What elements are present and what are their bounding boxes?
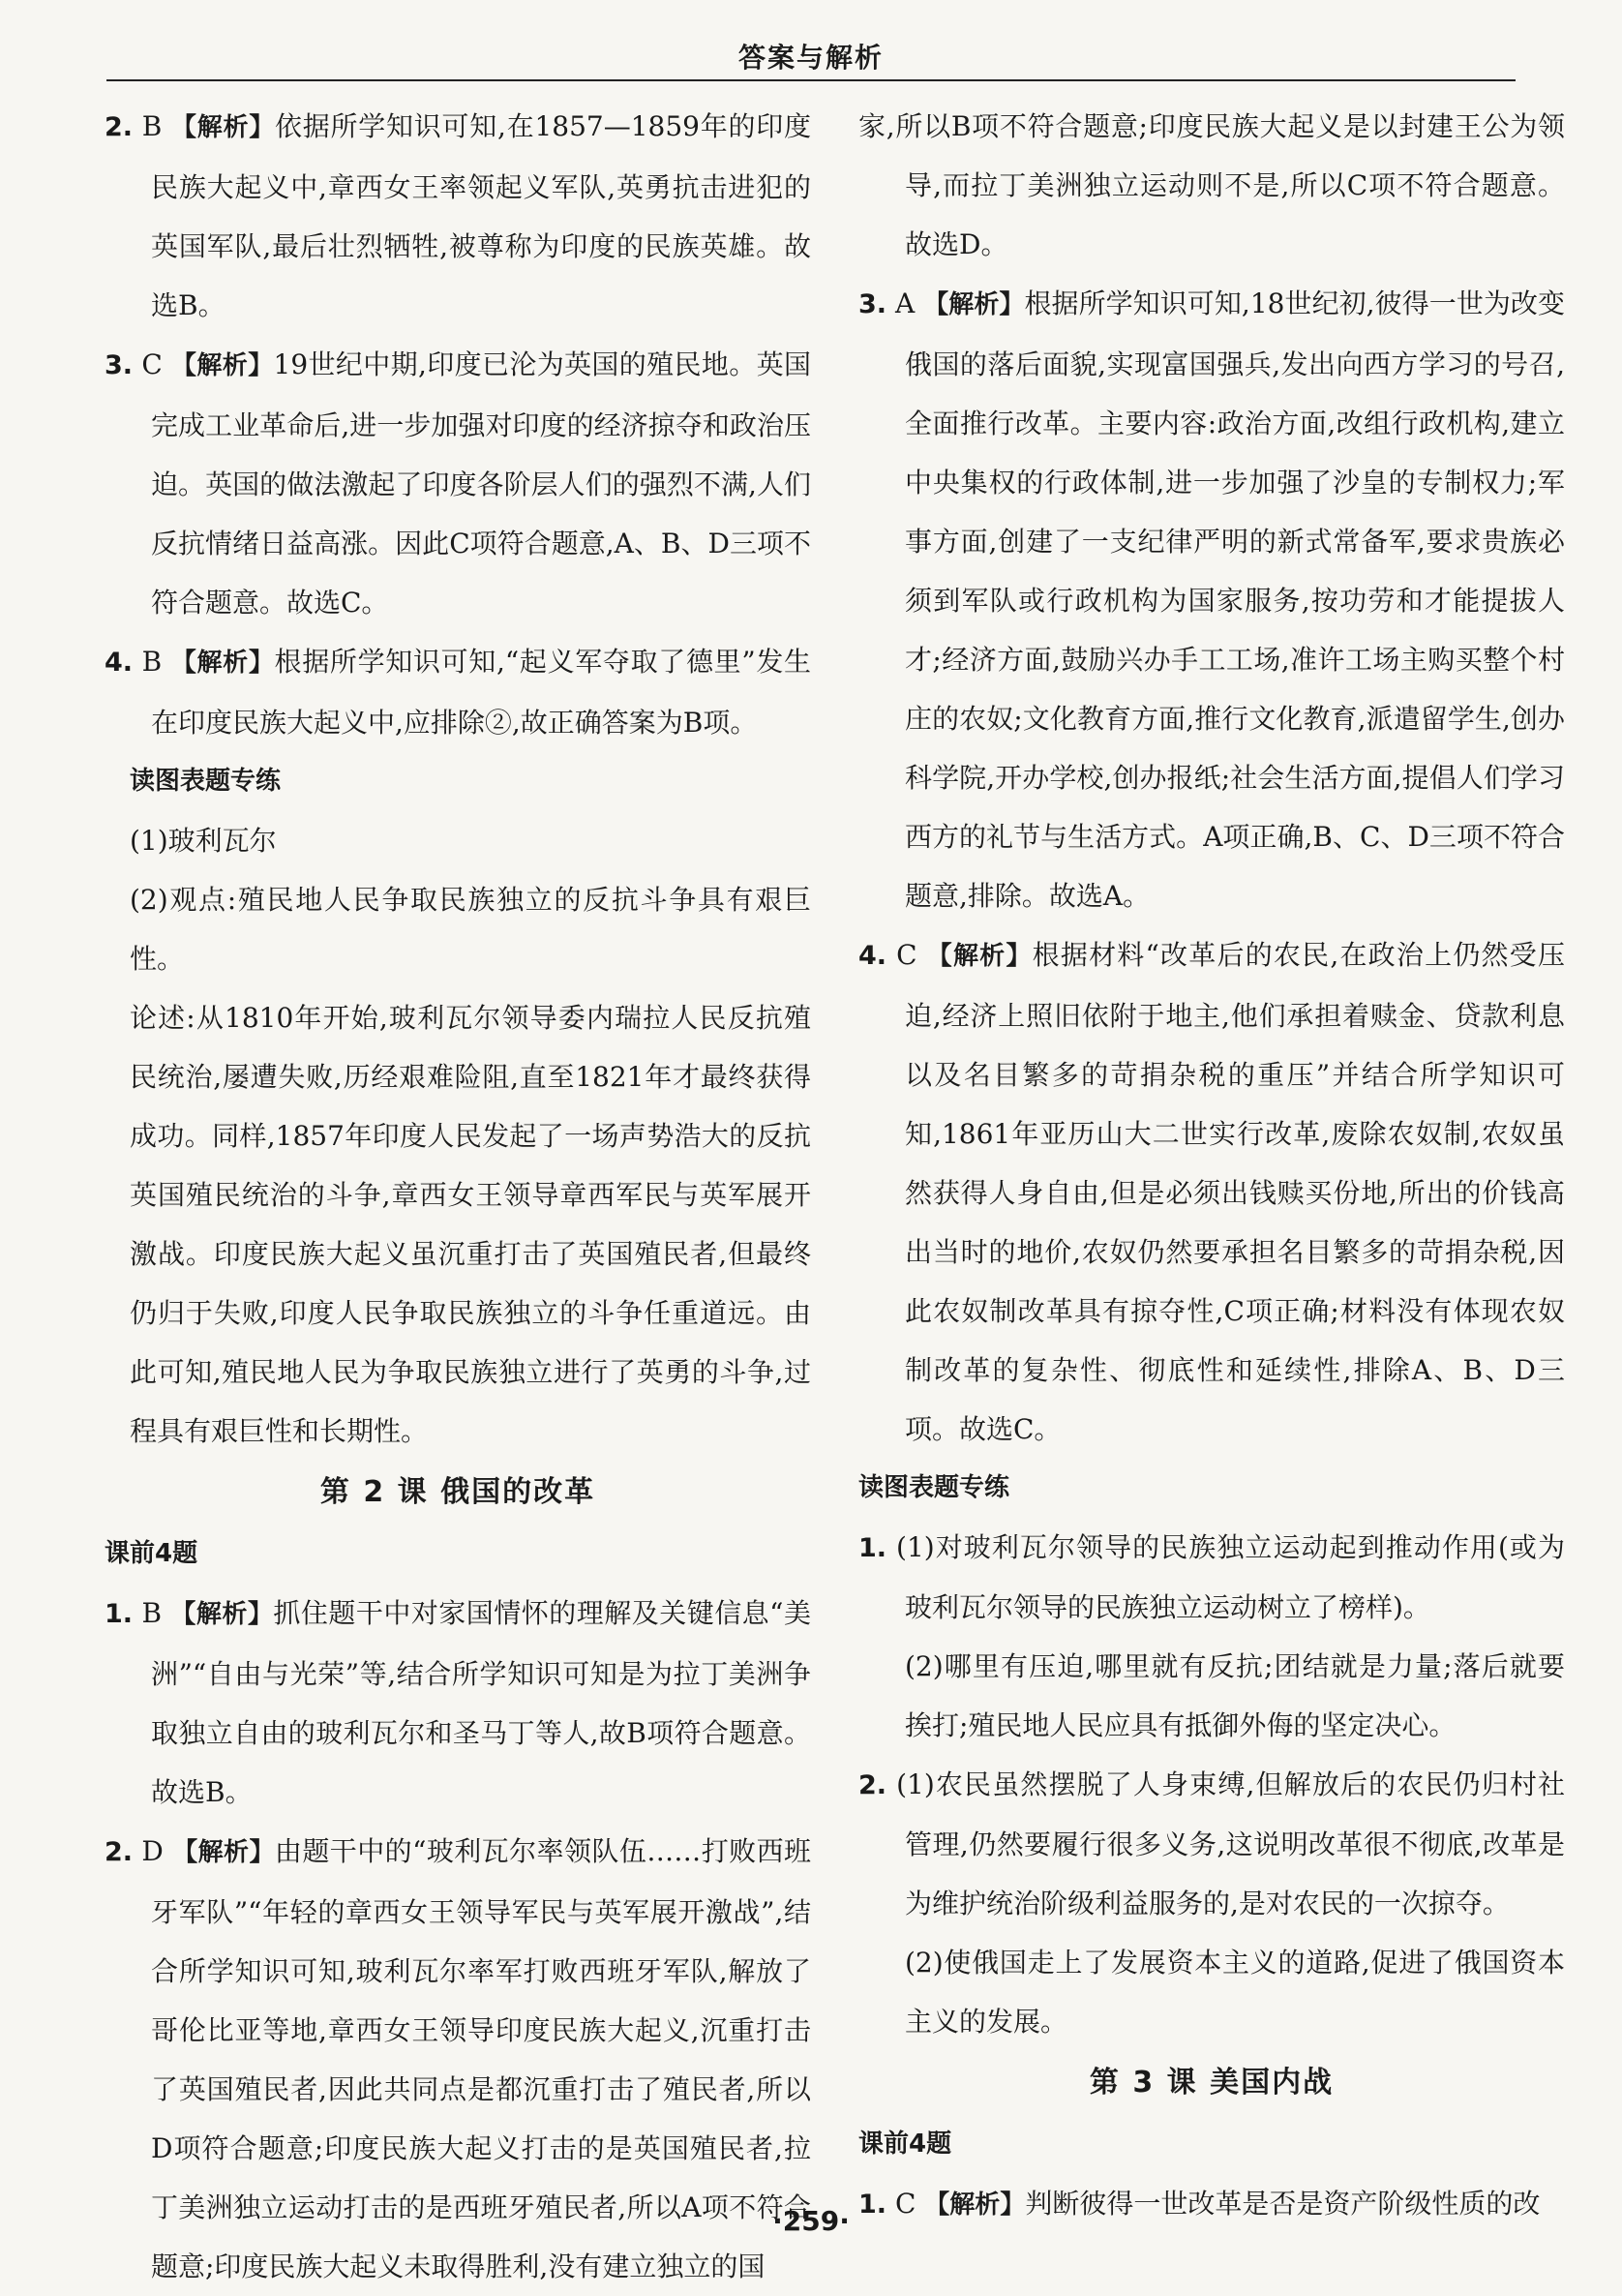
- lesson-title: 第 2 课 俄国的改革: [319, 1475, 596, 1509]
- answer-letter: C: [894, 2188, 916, 2220]
- item-number: 3.: [105, 350, 134, 380]
- answer-letter: B: [141, 1597, 163, 1629]
- answer-text: (1)对玻利瓦尔领导的民族独立运动起到推动作用(或为玻利瓦尔领导的民族独立运动树立了榜样)。: [896, 1531, 1565, 1623]
- lesson-title: 第 3 课 美国内战: [1089, 2066, 1335, 2100]
- section-heading: 课前4题: [105, 1539, 198, 1568]
- header-title: 答案与解析: [737, 42, 884, 74]
- item-number: 4.: [858, 941, 887, 971]
- analysis-tag: 【解析】: [926, 942, 1033, 971]
- sub-answer: 论述:从1810年开始,玻利瓦尔领导委内瑞拉人民反抗殖民统治,屡遭失败,历经艰难险阻,直至1821年才最终获得成功。同样,1857年印度人民发起了一场声势浩大的反抗英国殖民统治的斗争,章西女王领导章西军民与英军展开激战。印度民族大起义虽沉重打击了英国殖民者,但最终仍归于失败,印度人民争取民族独立的斗争任重道远。由此可知,殖民地人民为争取民族独立进行了英勇的斗争,过程具有艰巨性和长期性。: [130, 1002, 811, 1447]
- answer-item: [105, 97, 811, 335]
- item-number: 2.: [105, 1837, 134, 1867]
- answer-item: [105, 632, 811, 752]
- section-heading: 读图表题专练: [858, 1473, 1010, 1502]
- item-number: 1.: [105, 1599, 134, 1629]
- item-number: 2.: [105, 112, 134, 142]
- answer-text: 家,所以B项不符合题意;印度民族大起义是以封建王公为领导,而拉丁美洲独立运动则不是,所以C项不符合题意。故选D。: [858, 110, 1565, 260]
- item-number: 3.: [858, 289, 887, 319]
- answer-text: 判断彼得一世改革是否是资产阶级性质的改: [1025, 2188, 1541, 2220]
- analysis-tag: 【解析】: [923, 290, 1025, 319]
- answer-letter: B: [141, 646, 163, 678]
- answer-item: [858, 925, 1565, 1459]
- answer-letter: B: [141, 110, 163, 142]
- right-column: [858, 97, 1565, 2235]
- answer-letter: C: [896, 939, 917, 971]
- answer-item: [105, 335, 811, 632]
- analysis-tag: 【解析】: [171, 351, 274, 380]
- answer-text: 由题干中的“玻利瓦尔率领队伍……打败西班牙军队”“年轻的章西女王领导军民与英军展开激战”,结合所学知识可知,玻利瓦尔率军打败西班牙军队,解放了哥伦比亚等地,章西女王领导印度民族大起义,沉重打击了英国殖民者,因此共同点是都沉重打击了殖民者,所以D项符合题意;印度民族大起义打击的是英国殖民者,拉丁美洲独立运动打击的是西班牙殖民者,所以A项不符合题意;印度民族大起义未取得胜利,没有建立独立的国: [151, 1835, 811, 2282]
- answer-letter: D: [141, 1835, 164, 1867]
- left-column: [105, 97, 811, 2296]
- answer-text: 依据所学知识可知,在1857—1859年的印度民族大起义中,章西女王率领起义军队,英勇抗击进犯的英国军队,最后壮烈牺牲,被尊称为印度的民族英雄。故选B。: [151, 110, 812, 321]
- answer-text: 根据所学知识可知,18世纪初,彼得一世为改变俄国的落后面貌,实现富国强兵,发出向西方学习的号召,全面推行改革。主要内容:政治方面,改组行政机构,建立中央集权的行政体制,进一步加强了沙皇的专制权力;军事方面,创建了一支纪律严明的新式常备军,要求贵族必须到军队或行政机构为国家服务,按功劳和才能提拔人才;经济方面,鼓励兴办手工工场,准许工场主购买整个村庄的农奴;文化教育方面,推行文化教育,派遣留学生,创办科学院,开办学校,创办报纸;社会生活方面,提倡人们学习西方的礼节与生活方式。A项正确,B、C、D三项不符合题意,排除。故选A。: [905, 287, 1565, 912]
- answer-letter: C: [141, 348, 163, 380]
- item-number: 2.: [858, 1770, 887, 1800]
- analysis-tag: 【解析】: [170, 1600, 274, 1629]
- answer-text: 19世纪中期,印度已沦为英国的殖民地。英国完成工业革命后,进一步加强对印度的经济掠夺和政治压迫。英国的做法激起了印度各阶层人们的强烈不满,人们反抗情绪日益高涨。因此C项符合题意,A、B、D三项不符合题意。故选C。: [151, 348, 811, 619]
- answer-item: [858, 274, 1565, 925]
- answer-item: [105, 1584, 811, 1822]
- section-heading: 读图表题专练: [130, 767, 282, 796]
- item-number: 4.: [105, 648, 134, 678]
- item-number: 1.: [858, 1533, 887, 1563]
- answer-letter: A: [895, 287, 916, 319]
- sub-answer: (2)观点:殖民地人民争取民族独立的反抗斗争具有艰巨性。: [130, 884, 811, 975]
- answer-item: [858, 1755, 1565, 1933]
- page-number: ·259·: [772, 2205, 850, 2237]
- section-heading: 课前4题: [858, 2130, 952, 2159]
- analysis-tag: 【解析】: [170, 113, 275, 142]
- answer-continuation: [858, 97, 1565, 274]
- item-number: 1.: [858, 2190, 887, 2220]
- answer-text: (1)农民虽然摆脱了人身束缚,但解放后的农民仍归村社管理,仍然要履行很多义务,这说明改革很不彻底,改革是为维护统治阶级利益服务的,是对农民的一次掠夺。: [896, 1768, 1565, 1919]
- sub-answer: (1)玻利瓦尔: [130, 825, 277, 857]
- analysis-tag: 【解析】: [924, 2190, 1026, 2220]
- analysis-tag: 【解析】: [170, 649, 275, 678]
- answer-text: 根据材料“改革后的农民,在政治上仍然受压迫,经济上照旧依附于地主,他们承担着赎金、贷款利息以及名目繁多的苛捐杂税的重压”并结合所学知识可知,1861年亚历山大二世实行改革,废除农奴制,农奴虽然获得人身自由,但是必须出钱赎买份地,所出的价钱高出当时的地价,农奴仍然要承担名目繁多的苛捐杂税,因此农奴制改革具有掠夺性,C项正确;材料没有体现农奴制改革的复杂性、彻底性和延续性,排除A、B、D三项。故选C。: [905, 939, 1565, 1445]
- answer-text: 根据所学知识可知,“起义军夺取了德里”发生在印度民族大起义中,应排除②,故正确答案为B项。: [151, 646, 811, 739]
- answer-item: [858, 1518, 1565, 1637]
- answer-text: 抓住题干中对家国情怀的理解及关键信息“美洲”“自由与光荣”等,结合所学知识可知是为拉丁美洲争取独立自由的玻利瓦尔和圣马丁等人,故B项符合题意。故选B。: [151, 1597, 811, 1808]
- page-header: [106, 37, 1516, 81]
- sub-answer: (2)使俄国走上了发展资本主义的道路,促进了俄国资本主义的发展。: [905, 1947, 1565, 2038]
- analysis-tag: 【解析】: [172, 1838, 275, 1867]
- sub-answer: (2)哪里有压迫,哪里就有反抗;团结就是力量;落后就要挨打;殖民地人民应具有抵御外侮的坚定决心。: [905, 1650, 1565, 1741]
